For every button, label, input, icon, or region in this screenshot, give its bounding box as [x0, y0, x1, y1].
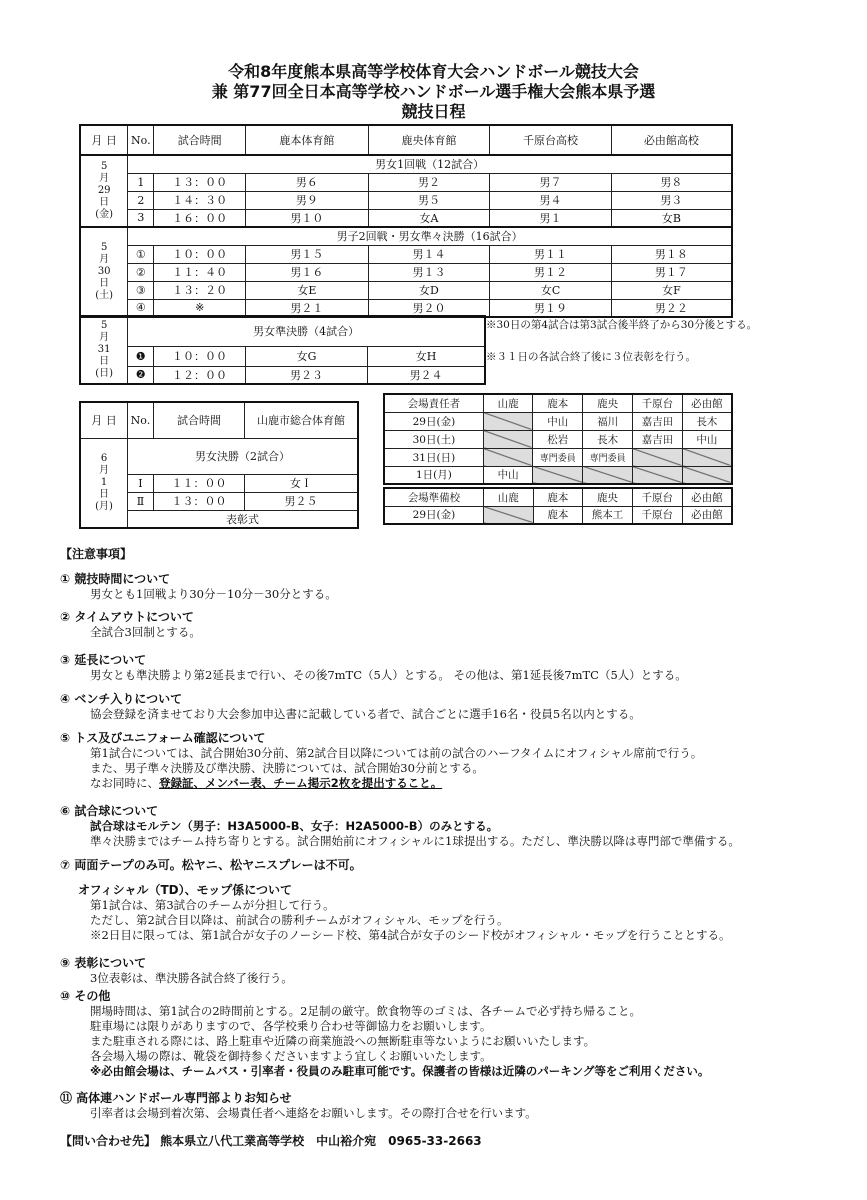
final-date: 6 月 1 日 (月) [80, 438, 128, 528]
note-4: ④ ベンチ入りについて 協会登録を済ませており大会参加申込書に記載している者で、試合ごとに選手16名・役員5名以内とする。 [60, 692, 641, 721]
note-7: ⑦ 両面テープのみ可。松ヤニ、松ヤニスプレーは不可。 [60, 858, 362, 872]
day3-round: 男女準決勝（4試合） [128, 316, 485, 346]
note-2: ② タイムアウトについて 全試合3回制とする。 [60, 610, 201, 639]
prep-header-row: 会場準備校 山鹿 鹿本 鹿央 千原台 必由館 [384, 488, 732, 506]
table-row: 29日(金) 中山 福川 嘉吉田 長木 [384, 412, 732, 430]
final-table [79, 401, 359, 529]
venue-manager-table [383, 393, 733, 485]
ceremony: 表彰式 [128, 510, 358, 528]
contact: 【問い合わせ先】 熊本県立八代工業高等学校 中山裕介宛 0965-33-2663 [60, 1134, 482, 1148]
table-row: ③ １３：２０ 女E 女D 女C 女F [80, 281, 732, 299]
schedule-note-1: ※30日の第4試合は第3試合後半終了から30分後とする。 [486, 319, 758, 331]
manager-header-row: 会場責任者 山鹿 鹿本 鹿央 千原台 必由館 [384, 394, 732, 412]
title-line2: 兼 第77回全日本高等学校ハンドボール選手権大会熊本県予選 [211, 82, 656, 101]
title-line3: 競技日程 [401, 102, 466, 121]
semifinal-table [79, 315, 486, 385]
table-row: 30日(土) 松岩 長木 嘉吉田 中山 [384, 430, 732, 448]
day2-round: 男子2回戦・男女準々決勝（16試合） [128, 227, 732, 245]
table-row: ❶ １０：００ 女G 女H [80, 346, 485, 366]
note-3: ③ 延長について 男女とも準決勝より第2延長まで行い、その後7mTC（5人）とする。 その他は、第1延長後7mTC（5人）とする。 [60, 653, 687, 682]
table-row: ❷ １２：００ 男２３ 男２４ [80, 366, 485, 384]
day1-date: 5 月 29 日 (金) [80, 155, 128, 227]
header-venue-kao: 鹿央体育館 [368, 125, 490, 155]
table-row: 31日(日) 専門委員 専門委員 [384, 448, 732, 466]
day3-date: 5 月 31 日 (日) [80, 316, 128, 384]
note-5: ⑤ トス及びユニフォーム確認について 第1試合については、試合開始30分前、第2試合目以降については前の試合のハーフタイムにオフィシャル席前で行う。 また、男子準々決勝及び準決勝、決勝については、試合開始30分前とする。 なお同時に、登録証、メンバー表、チーム掲示2枚を提出すること。 [60, 731, 703, 790]
notes-title: 【注意事項】 [60, 547, 133, 561]
table-row: Ⅰ １１：００ 女Ｉ [80, 474, 358, 492]
header-venue-kamoto: 鹿本体育館 [246, 125, 369, 155]
day1-round-row [80, 155, 732, 173]
final-round: 男女決勝（2試合） [128, 438, 358, 474]
header-date: 月 日 [80, 125, 128, 155]
table-row: 29日(金) 鹿本 熊本工 千原台 必由館 [384, 506, 732, 524]
table-row: 2 １４：３０ 男９ 男５ 男４ 男３ [80, 191, 732, 209]
notes-section [60, 546, 840, 562]
table-row: 3 １６：００ 男１０ 女A 男１ 女B [80, 209, 732, 227]
header-no: No. [128, 125, 154, 155]
note-11: ⑪ 高体連ハンドボール専門部よりお知らせ 引率者は会場到着次第、会場責任者へ連絡をお願いします。その際打合せを行います。 [60, 1091, 537, 1120]
day1-round: 男女1回戦（12試合） [128, 155, 732, 173]
main-schedule-table [79, 124, 733, 318]
title-line1: 令和8年度熊本県高等学校体育大会ハンドボール競技大会 [228, 62, 639, 81]
day2-date: 5 月 30 日 (土) [80, 227, 128, 317]
note-9: ⑨ 表彰について 3位表彰は、準決勝各試合終了後行う。 [60, 956, 293, 985]
table-row: Ⅱ １３：００ 男２５ [80, 492, 358, 510]
table-row: 1日(月) 中山 [384, 466, 732, 484]
day3-round-row [80, 316, 485, 346]
schedule-header-row [80, 125, 732, 155]
header-venue-hitsuyukan: 必由館高校 [611, 125, 732, 155]
note-6: ⑥ 試合球について 試合球はモルテン（男子：H3A5000-B、女子：H2A5000-B）のみとする。 準々決勝まではチーム持ち寄りとする。試合開始前にオフィシャルに1球提出する。ただし、準決勝以降は専門部で準備する。 [60, 804, 740, 848]
note-8: オフィシャル（TD）、モップ係について 第1試合は、第3試合のチームが分担して行う。 ただし、第2試合目以降は、前試合の勝利チームがオフィシャル、モップを行う。 ※2日目に限っては、第1試合が女子のノーシード校、第4試合が女子のシード校がオフィシャル・モップを行うこととする。 [78, 883, 731, 942]
table-row: ② １１：４０ 男１６ 男１３ 男１２ 男１７ [80, 263, 732, 281]
table-row: ① １０：００ 男１５ 男１４ 男１１ 男１８ [80, 245, 732, 263]
header-time: 試合時間 [154, 125, 246, 155]
header-venue-chiharadai: 千原台高校 [490, 125, 612, 155]
note-1: ① 競技時間について 男女とも1回戦より30分－10分－30分とする。 [60, 572, 337, 601]
schedule-note-2: ※３１日の各試合終了後に３位表彰を行う。 [486, 351, 696, 363]
note-10: ⑩ その他 開場時間は、第1試合の2時間前とする。2足制の厳守。飲食物等のゴミは、各チームで必ず持ち帰ること。 駐車場には限りがありますので、各学校乗り合わせ等御協力をお願いします。 また駐車される際には、路上駐車や近隣の商業施設への無断駐車等ないようにお願いいたします。 各会場入場の際は、靴袋を御持参くださいますよう宜しくお願いいたします。 ※必由館会場は、チームバス・引率者・役員のみ駐車可能です。保護者の皆様は近隣のパーキング等をご利用ください。 [60, 989, 710, 1078]
final-round-row [80, 438, 358, 474]
day2-round-row [80, 227, 732, 245]
venue-prep-table [383, 487, 733, 525]
final-header-row: 月 日 No. 試合時間 山鹿市総合体育館 [80, 402, 358, 438]
table-row: ④ ※ 男２１ 男２０ 男１９ 男２２ [80, 299, 732, 317]
table-row: 1 １３：００ 男６ 男２ 男７ 男８ [80, 173, 732, 191]
